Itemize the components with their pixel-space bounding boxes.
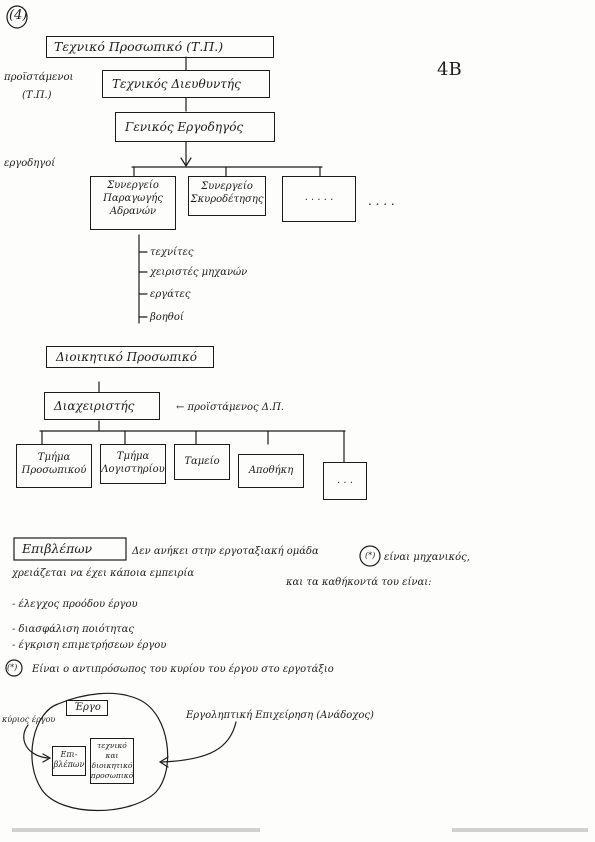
department-3-label: Ταμείο: [184, 456, 220, 467]
supervisors-label-1: προϊστάμενοι: [4, 72, 74, 83]
corner-mark: 4B: [437, 59, 462, 80]
staff-item-4: βοηθοί: [150, 312, 184, 323]
note-line-2b: και τα καθήκοντά του είναι:: [286, 577, 432, 588]
unit-1-line-1: Συνεργείο: [107, 180, 159, 191]
page-number: (4): [9, 8, 28, 23]
unit-1-line-2: Παραγωγής: [103, 193, 163, 204]
supervisor-heading: Επιβλέπων: [22, 541, 93, 556]
department-4-label: Αποθήκη: [248, 465, 294, 476]
staff-item-3: εργάτες: [150, 289, 191, 300]
unit-2-line-1: Συνεργείο: [201, 181, 253, 192]
footnote-text: Είναι ο αντιπρόσωπος του κυρίου του έργου στο εργοτάξιο: [32, 664, 334, 675]
staff-mini-line-1: τεχνικό: [97, 741, 127, 750]
department-2-line-1: Τμήμα: [116, 451, 150, 462]
general-foreman-label: Γενικός Εργοδηγός: [125, 120, 244, 134]
manager-note: ← προϊστάμενος Δ.Π.: [176, 402, 285, 413]
unit-1-line-3: Αδρανών: [109, 206, 157, 217]
scan-artifact-right: [452, 828, 588, 832]
owner-label: κύριος έργου: [2, 715, 56, 724]
unit-2-line-2: Σκυροδέτησης: [190, 194, 264, 205]
department-2-line-2: Λογιστηρίου: [101, 464, 165, 475]
supervisor-mini-line-1: Επι-: [60, 750, 78, 759]
technical-director-label: Τεχνικός Διευθυντής: [112, 77, 241, 91]
note-asterisk-mark: (*): [365, 551, 376, 560]
project-label: Έργο: [74, 702, 101, 713]
scan-artifact-left: [12, 828, 260, 832]
unit-3-ellipsis: . . . . .: [304, 192, 334, 203]
duty-3: - έγκριση επιμετρήσεων έργου: [12, 640, 167, 651]
technical-staff-title: Τεχνικό Προσωπικό (Τ.Π.): [54, 39, 224, 54]
manager-label: Διαχειριστής: [54, 399, 135, 413]
staff-mini-line-4: προσωπικό: [90, 771, 134, 780]
duty-1: - έλεγχος προόδου έργου: [12, 599, 138, 610]
admin-staff-title: Διοικητικό Προσωπικό: [56, 350, 198, 364]
supervisors-label-2: (Τ.Π.): [22, 90, 52, 101]
staff-item-1: τεχνίτες: [150, 247, 194, 258]
more-units-ellipsis: . . . .: [368, 194, 395, 208]
department-1-line-2: Προσωπικού: [21, 465, 87, 476]
contractor-label: Εργοληπτική Επιχείρηση (Ανάδοχος): [186, 710, 374, 721]
footnote-asterisk: (*): [7, 663, 18, 672]
department-1-line-1: Τμήμα: [37, 452, 71, 463]
note-line-1a: Δεν ανήκει στην εργοταξιακή ομάδα: [132, 546, 319, 557]
staff-mini-line-2: και: [105, 751, 119, 760]
department-5-ellipsis: . . .: [337, 475, 353, 486]
duty-2: - διασφάλιση ποιότητας: [12, 624, 135, 635]
foremen-label: εργοδηγοί: [4, 158, 56, 169]
staff-mini-line-3: διοικητικό: [91, 761, 133, 770]
note-line-1b: είναι μηχανικός,: [384, 552, 470, 563]
staff-item-2: χειριστές μηχανών: [150, 267, 248, 278]
note-line-2a: χρειάζεται να έχει κάποια εμπειρία: [12, 568, 195, 579]
supervisor-mini-line-2: βλέπων: [53, 760, 85, 769]
